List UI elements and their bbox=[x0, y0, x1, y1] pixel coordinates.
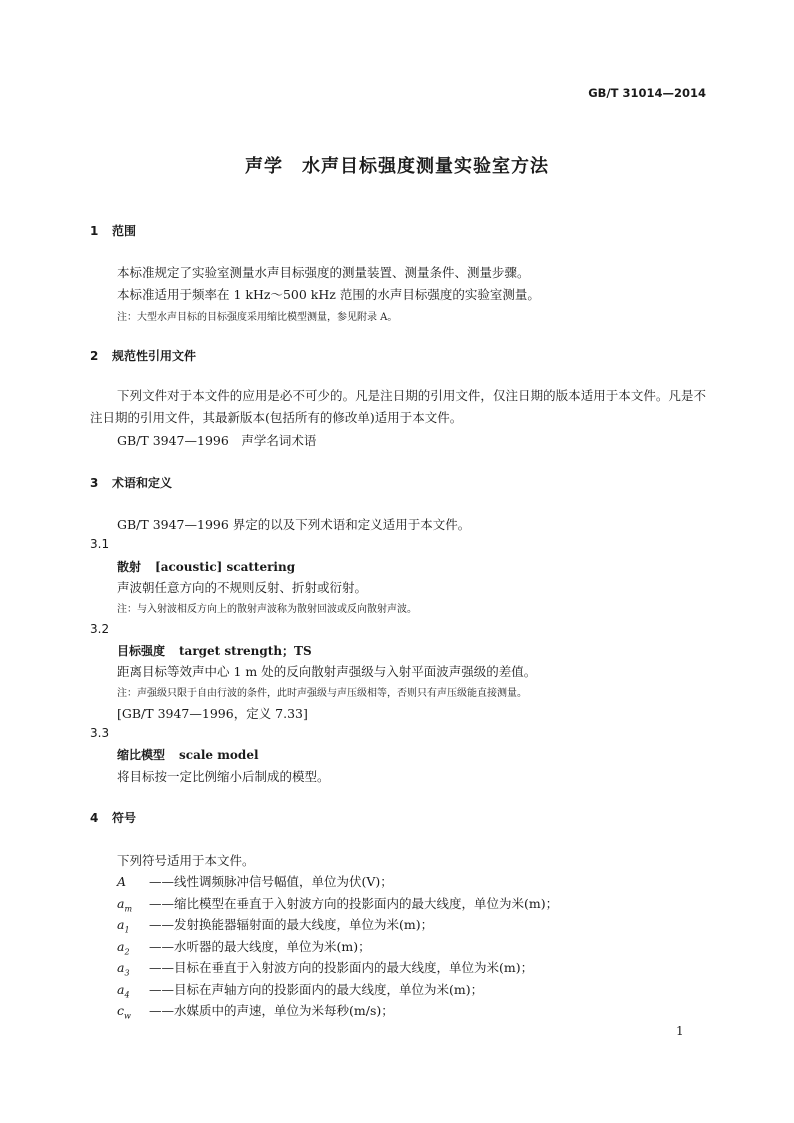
symbol-row bbox=[117, 915, 433, 935]
section-number: 4 bbox=[90, 811, 99, 825]
section-title: 符号 bbox=[112, 811, 137, 825]
term-zh: 散射 bbox=[117, 560, 142, 574]
symbol-description: ——目标在垂直于入射波方向的投影面内的最大线度，单位为米(m)； bbox=[149, 960, 534, 975]
section-2-heading bbox=[90, 347, 196, 364]
paragraph: 本标准适用于频率在 1 kHz～500 kHz 范围的水声目标强度的实验室测量。 bbox=[117, 287, 540, 302]
symbol-row bbox=[117, 894, 558, 914]
symbol-row bbox=[117, 980, 483, 1000]
symbol: $a_3$ bbox=[117, 960, 130, 978]
term-en: scale model bbox=[179, 748, 259, 762]
note: 注：声强级只限于自由行波的条件，此时声强级与声压级相等，否则只有声压级能直接测量。 bbox=[117, 688, 527, 699]
paragraph: GB/T 3947—1996 界定的以及下列术语和定义适用于本文件。 bbox=[117, 517, 471, 532]
term-heading bbox=[117, 642, 312, 659]
section-1-heading bbox=[90, 222, 136, 239]
symbol-row bbox=[117, 872, 393, 892]
page-number: 1 bbox=[676, 1024, 684, 1038]
term-en: target strength；TS bbox=[179, 644, 312, 658]
symbol: $a_1$ bbox=[117, 917, 130, 935]
symbol: A bbox=[117, 874, 127, 889]
symbol-row bbox=[117, 958, 533, 978]
symbol-description: ——发射换能器辐射面的最大线度，单位为米(m)； bbox=[149, 917, 434, 932]
symbol-description: ——水听器的最大线度，单位为米(m)； bbox=[149, 939, 371, 954]
term-number: 3.1 bbox=[90, 537, 110, 551]
term-zh: 缩比模型 bbox=[117, 748, 166, 762]
symbol: $a_4$ bbox=[117, 982, 130, 1000]
term-number: 3.2 bbox=[90, 622, 110, 636]
section-4-heading bbox=[90, 809, 136, 826]
section-title: 规范性引用文件 bbox=[112, 349, 197, 363]
symbol-row bbox=[117, 1001, 394, 1021]
term-heading bbox=[117, 558, 295, 575]
symbol-row bbox=[117, 937, 371, 957]
term-heading bbox=[117, 746, 259, 763]
symbol-description: ——缩比模型在垂直于入射波方向的投影面内的最大线度，单位为米(m)； bbox=[149, 896, 559, 911]
term-zh: 目标强度 bbox=[117, 644, 166, 658]
symbol: $c_w$ bbox=[117, 1003, 131, 1021]
term-definition: 声波朝任意方向的不规则反射、折射或衍射。 bbox=[117, 580, 368, 595]
term-number: 3.3 bbox=[90, 726, 110, 740]
document-title: 声学 水声目标强度测量实验室方法 bbox=[245, 156, 549, 177]
section-number: 3 bbox=[90, 476, 99, 490]
symbol: $a_m$ bbox=[117, 896, 133, 914]
note: 注：大型水声目标的目标强度采用缩比模型测量，参见附录 A。 bbox=[117, 312, 398, 323]
symbol-description: ——目标在声轴方向的投影面内的最大线度，单位为米(m)； bbox=[149, 982, 484, 997]
paragraph: 下列符号适用于本文件。 bbox=[117, 853, 255, 868]
section-title: 范围 bbox=[112, 224, 137, 238]
section-3-heading bbox=[90, 474, 172, 491]
normative-reference: GB/T 3947—1996 声学名词术语 bbox=[117, 433, 317, 448]
symbol-description: ——线性调频脉冲信号幅值，单位为伏(V)； bbox=[149, 874, 393, 889]
paragraph: 下列文件对于本文件的应用是必不可少的。凡是注日期的引用文件，仅注日期的版本适用于本文件。凡是不注日期的引用文件，其最新版本(包括所有的修改单)适用于本文件。 bbox=[90, 388, 706, 425]
term-definition: 将目标按一定比例缩小后制成的模型。 bbox=[117, 769, 330, 784]
symbol: $a_2$ bbox=[117, 939, 130, 957]
paragraph: 本标准规定了实验室测量水声目标强度的测量装置、测量条件、测量步骤。 bbox=[117, 265, 530, 280]
note: 注：与入射波相反方向上的散射声波称为散射回波或反向散射声波。 bbox=[117, 604, 417, 615]
section-title: 术语和定义 bbox=[112, 476, 173, 490]
term-en: [acoustic] scattering bbox=[155, 560, 296, 574]
term-source: [GB/T 3947—1996，定义 7.33] bbox=[117, 706, 308, 721]
section-number: 1 bbox=[90, 224, 99, 238]
section-number: 2 bbox=[90, 349, 99, 363]
symbol-description: ——水媒质中的声速，单位为米每秒(m/s)； bbox=[149, 1003, 394, 1018]
term-definition: 距离目标等效声中心 1 m 处的反向散射声强级与入射平面波声强级的差值。 bbox=[117, 664, 537, 679]
standard-number: GB/T 31014—2014 bbox=[588, 86, 706, 100]
